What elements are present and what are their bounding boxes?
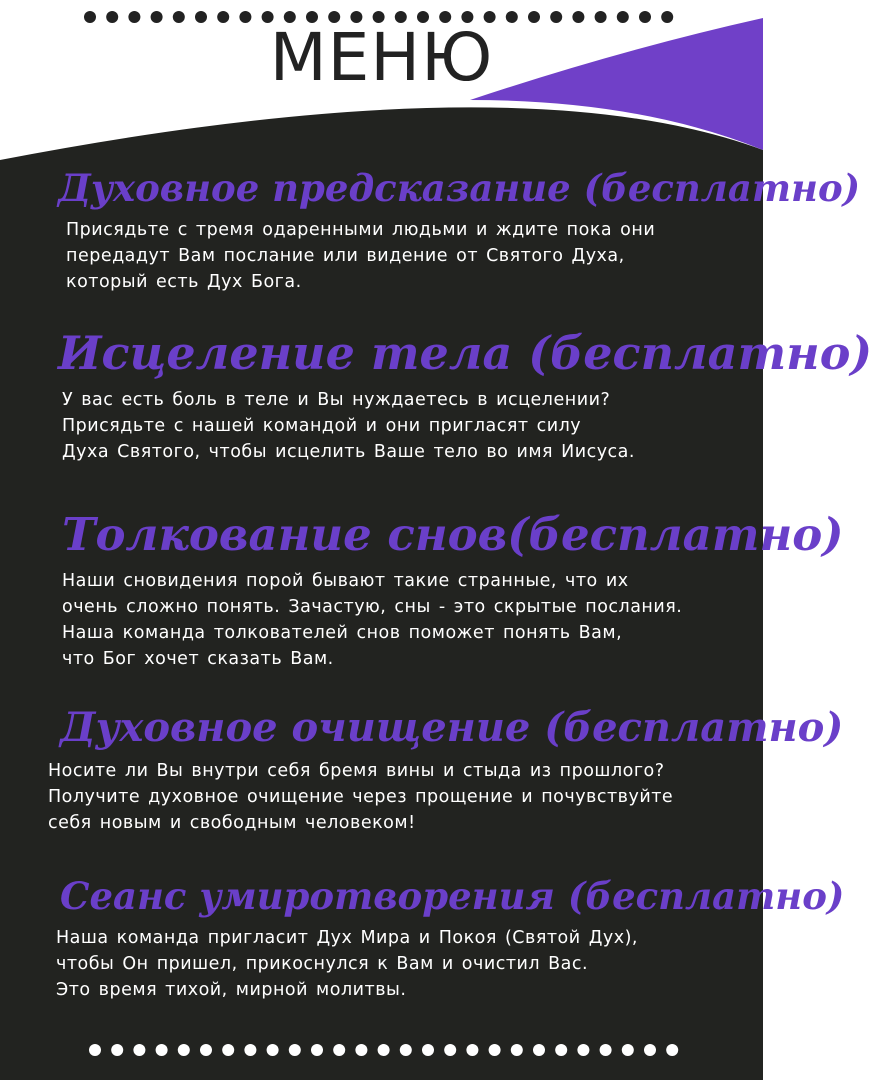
section-description: [66, 217, 860, 295]
divider-dot: [133, 1044, 145, 1056]
divider-dot: [489, 1044, 501, 1056]
page-title: МЕНЮ: [269, 19, 494, 96]
description-line: себя новым и свободным человеком!: [48, 813, 416, 833]
description-line: очень сложно понять. Зачастую, сны - это скрытые послания.: [62, 596, 683, 617]
divider-dot: [178, 1044, 190, 1056]
divider-dot: [267, 1044, 279, 1056]
section-description: [56, 925, 844, 1003]
section-title: Духовное очищение (бесплатно): [60, 704, 844, 751]
divider-dot: [555, 1044, 567, 1056]
divider-dot: [333, 1044, 345, 1056]
divider-dot: [289, 1044, 301, 1056]
divider-dot: [666, 1044, 678, 1056]
description-line: что Бог хочет сказать Вам.: [62, 648, 334, 669]
description-line: Наши сновидения порой бывают такие странные, что их: [62, 570, 629, 591]
divider-dot: [422, 1044, 434, 1056]
divider-dot: [378, 1044, 390, 1056]
description-line: Носите ли Вы внутри себя бремя вины и стыда из прошлого?: [48, 761, 665, 781]
divider-dot: [111, 1044, 123, 1056]
divider-dot: [533, 1044, 545, 1056]
divider-dot: [244, 1044, 256, 1056]
divider-dot: [222, 1044, 234, 1056]
bottom-dots-divider: [0, 1043, 763, 1057]
divider-dot: [355, 1044, 367, 1056]
divider-dot: [466, 1044, 478, 1056]
description-line: У вас есть боль в теле и Вы нуждаетесь в исцелении?: [62, 389, 611, 410]
section-peace-session: [56, 876, 844, 1003]
section-title: Сеанс умиротворения (бесплатно): [60, 874, 845, 918]
description-line: Присядьте с нашей командой и они пригласят силу: [62, 415, 582, 436]
description-line: Получите духовное очищение через прощение и почувствуйте: [48, 787, 674, 807]
section-title: Толкование снов(бесплатно): [62, 508, 844, 561]
divider-dot: [511, 1044, 523, 1056]
description-line: который есть Дух Бога.: [66, 271, 302, 292]
section-body-healing: [58, 328, 872, 465]
divider-dot: [156, 1044, 168, 1056]
description-line: передадут Вам послание или видение от Святого Духа,: [66, 245, 625, 266]
divider-dot: [200, 1044, 212, 1056]
section-title: Духовное предсказание (бесплатно): [58, 166, 861, 210]
section-description: [48, 758, 843, 836]
description-line: Наша команда пригласит Дух Мира и Покоя (Святой Дух),: [56, 927, 638, 948]
divider-dot: [89, 1044, 101, 1056]
description-line: Наша команда толкователей снов поможет понять Вам,: [62, 622, 623, 643]
section-description: [62, 568, 844, 672]
divider-dot: [644, 1044, 656, 1056]
divider-dot: [622, 1044, 634, 1056]
section-dream-interpretation: [62, 510, 844, 672]
divider-dot: [444, 1044, 456, 1056]
section-description: [62, 387, 872, 465]
section-spiritual-prophecy: [58, 168, 860, 295]
divider-dot: [577, 1044, 589, 1056]
section-spiritual-cleansing: [48, 706, 843, 836]
divider-dot: [600, 1044, 612, 1056]
section-title: Исцеление тела (бесплатно): [58, 326, 872, 380]
description-line: Это время тихой, мирной молитвы.: [56, 979, 407, 1000]
divider-dot: [400, 1044, 412, 1056]
description-line: чтобы Он пришел, прикоснулся к Вам и очистил Вас.: [56, 953, 589, 974]
divider-dot: [311, 1044, 323, 1056]
description-line: Присядьте с тремя одаренными людьми и ждите пока они: [66, 219, 656, 240]
description-line: Духа Святого, чтобы исцелить Ваше тело во имя Иисуса.: [62, 441, 635, 462]
